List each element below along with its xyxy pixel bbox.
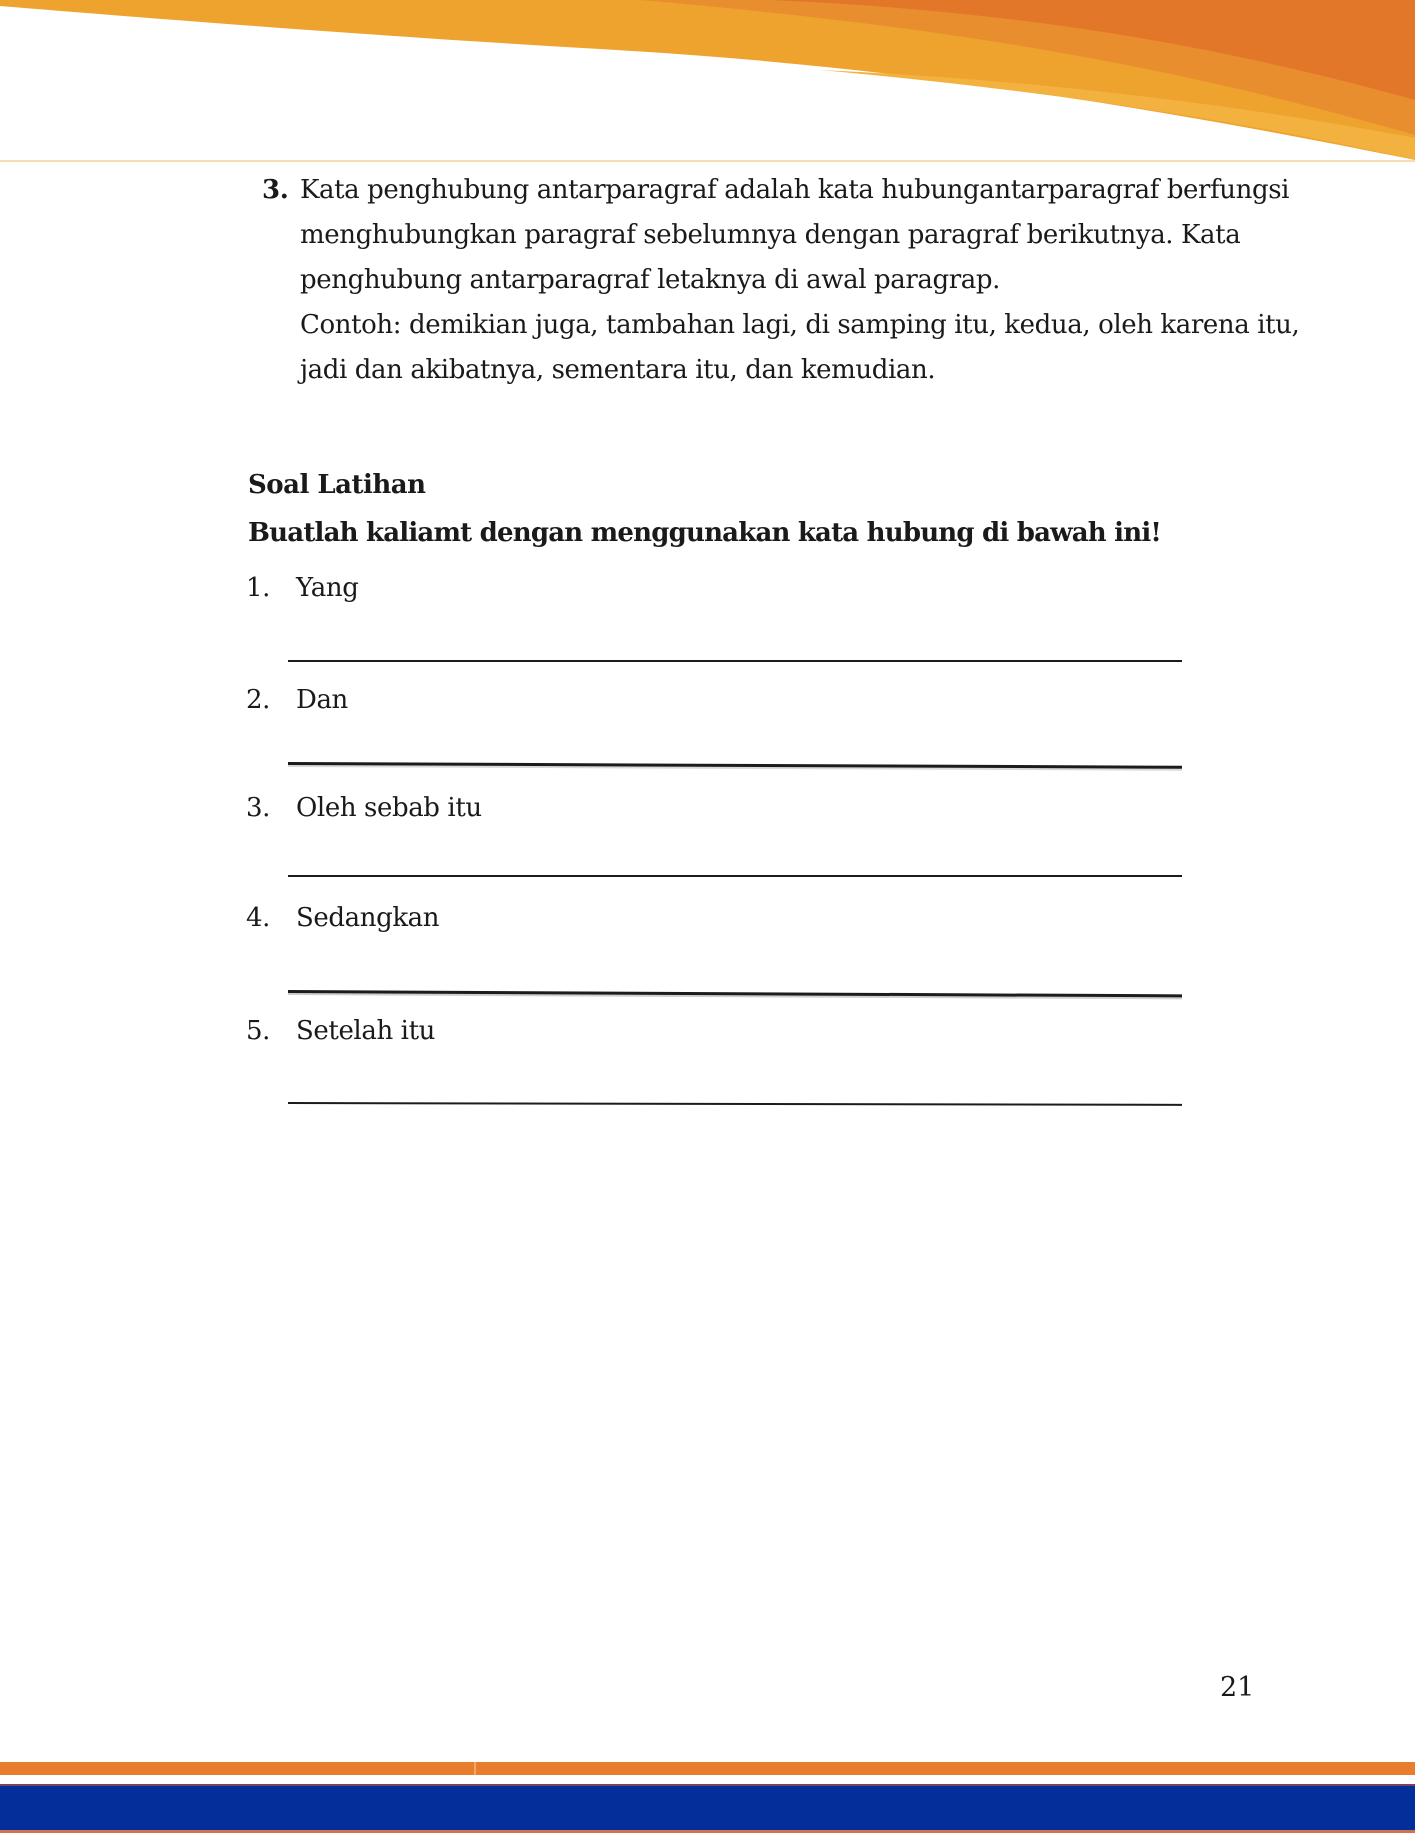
item-label: Setelah itu xyxy=(296,1016,435,1046)
item-label: Dan xyxy=(296,685,348,715)
item-label: Yang xyxy=(296,573,359,603)
item-label: Oleh sebab itu xyxy=(296,793,482,823)
item-number: 5. xyxy=(246,1016,271,1046)
page-number: 21 xyxy=(1220,1672,1255,1703)
paragraph-line: menghubungkan paragraf sebelumnya dengan paragraf berikutnya. Kata xyxy=(300,220,1241,250)
answer-line xyxy=(288,1102,1182,1106)
exercise-heading: Soal Latihan xyxy=(248,470,426,500)
body-paragraph xyxy=(300,168,1300,393)
answer-line xyxy=(288,990,1182,997)
item-number: 1. xyxy=(246,573,271,603)
item-number: 3. xyxy=(246,793,271,823)
paragraph-marker: 3. xyxy=(262,175,289,205)
item-label: Sedangkan xyxy=(296,903,440,933)
paragraph-line: penghubung antarparagraf letaknya di awal paragrap. xyxy=(300,265,1000,295)
answer-line xyxy=(288,660,1182,662)
item-number: 2. xyxy=(246,685,271,715)
paragraph-line: Contoh: demikian juga, tambahan lagi, di samping itu, kedua, oleh karena itu, xyxy=(300,310,1300,340)
footer-orange-bar xyxy=(0,1762,1415,1775)
header-rule xyxy=(0,160,1415,162)
item-number: 4. xyxy=(246,903,271,933)
answer-line xyxy=(288,762,1182,769)
banner-swoosh-graphic xyxy=(0,0,1415,162)
footer-blue-bar xyxy=(0,1786,1415,1830)
exercise-instruction: Buatlah kaliamt dengan menggunakan kata hubung di bawah ini! xyxy=(248,518,1162,548)
footer-bar-divider xyxy=(474,1762,476,1775)
paragraph-line: Kata penghubung antarparagraf adalah kata hubungantarparagraf berfungsi xyxy=(300,175,1290,205)
paragraph-line: jadi dan akibatnya, sementara itu, dan kemudian. xyxy=(300,355,936,385)
answer-line xyxy=(288,875,1182,877)
top-banner-decoration xyxy=(0,0,1415,162)
